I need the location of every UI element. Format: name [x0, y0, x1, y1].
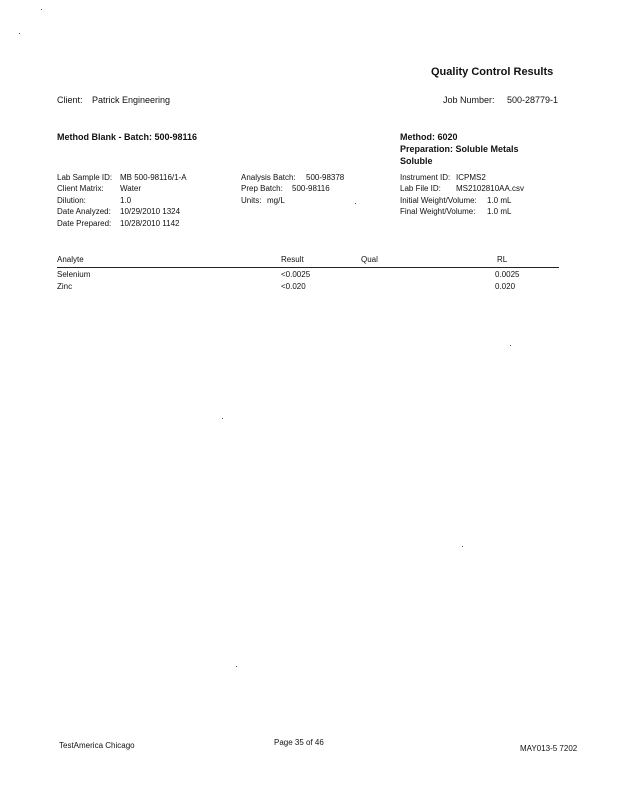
detail-label-final-weight-volume: Final Weight/Volume: — [400, 207, 476, 216]
scan-speck — [222, 418, 223, 419]
method-blank-batch-title: Method Blank - Batch: 500-98116 — [57, 132, 198, 142]
result-cell: <0.0025 — [281, 270, 311, 279]
analyte-cell: Selenium — [57, 270, 91, 279]
column-header-qual: Qual — [361, 255, 378, 264]
detail-label-instrument-id: Instrument ID: — [400, 173, 451, 182]
column-header-result: Result — [281, 255, 304, 264]
footer-page-number: Page 35 of 46 — [274, 738, 324, 747]
preparation-cont: Soluble — [400, 156, 433, 166]
detail-label-date-prepared: Date Prepared: — [57, 219, 112, 228]
detail-value-final-weight-volume: 1.0 mL — [487, 207, 512, 216]
detail-label-client-matrix: Client Matrix: — [57, 184, 104, 193]
job-number-value: 500-28779-1 — [507, 95, 559, 105]
detail-label-lab-file-id: Lab File ID: — [400, 184, 441, 193]
detail-label-units: Units: — [241, 196, 262, 205]
detail-value-analysis-batch: 500-98378 — [306, 173, 345, 182]
analyte-cell: Zinc — [57, 282, 73, 291]
result-cell: <0.020 — [281, 282, 306, 291]
scan-speck — [41, 9, 42, 10]
detail-value-prep-batch: 500-98116 — [292, 184, 330, 193]
detail-value-date-prepared: 10/28/2010 1142 — [120, 219, 180, 228]
client-label: Client: — [57, 95, 83, 105]
job-number-label: Job Number: — [443, 95, 495, 105]
detail-label-initial-weight-volume: Initial Weight/Volume: — [400, 196, 477, 205]
method-name: Method: 6020 — [400, 132, 458, 142]
detail-value-lab-sample-id: MB 500-98116/1-A — [120, 173, 187, 182]
footer-lab-name: TestAmerica Chicago — [59, 741, 135, 750]
column-header-rl: RL — [497, 255, 508, 264]
scan-speck — [462, 546, 463, 547]
detail-label-prep-batch: Prep Batch: — [241, 184, 283, 193]
detail-value-dilution: 1.0 — [120, 196, 132, 205]
detail-label-dilution: Dilution: — [57, 196, 86, 205]
rl-cell: 0.020 — [495, 282, 516, 291]
detail-value-date-analyzed: 10/29/2010 1324 — [120, 207, 181, 216]
rl-cell: 0.0025 — [495, 270, 520, 279]
detail-label-analysis-batch: Analysis Batch: — [241, 173, 296, 182]
header-divider — [57, 267, 559, 268]
detail-value-initial-weight-volume: 1.0 mL — [487, 196, 512, 205]
scan-speck — [19, 33, 20, 34]
detail-label-lab-sample-id: Lab Sample ID: — [57, 173, 113, 182]
report-title: Quality Control Results — [431, 66, 554, 78]
column-header-analyte: Analyte — [57, 255, 84, 264]
detail-value-lab-file-id: MS2102810AA.csv — [456, 184, 525, 193]
scan-speck — [355, 203, 356, 204]
client-value: Patrick Engineering — [92, 95, 171, 105]
footer-doc-code: MAY013-5 7202 — [520, 744, 578, 753]
detail-value-units: mg/L — [267, 196, 285, 205]
scan-speck — [236, 666, 237, 667]
detail-value-client-matrix: Water — [120, 184, 142, 193]
preparation: Preparation: Soluble Metals — [400, 144, 519, 154]
detail-value-instrument-id: ICPMS2 — [456, 173, 486, 182]
scan-speck — [510, 345, 511, 346]
detail-label-date-analyzed: Date Analyzed: — [57, 207, 111, 216]
